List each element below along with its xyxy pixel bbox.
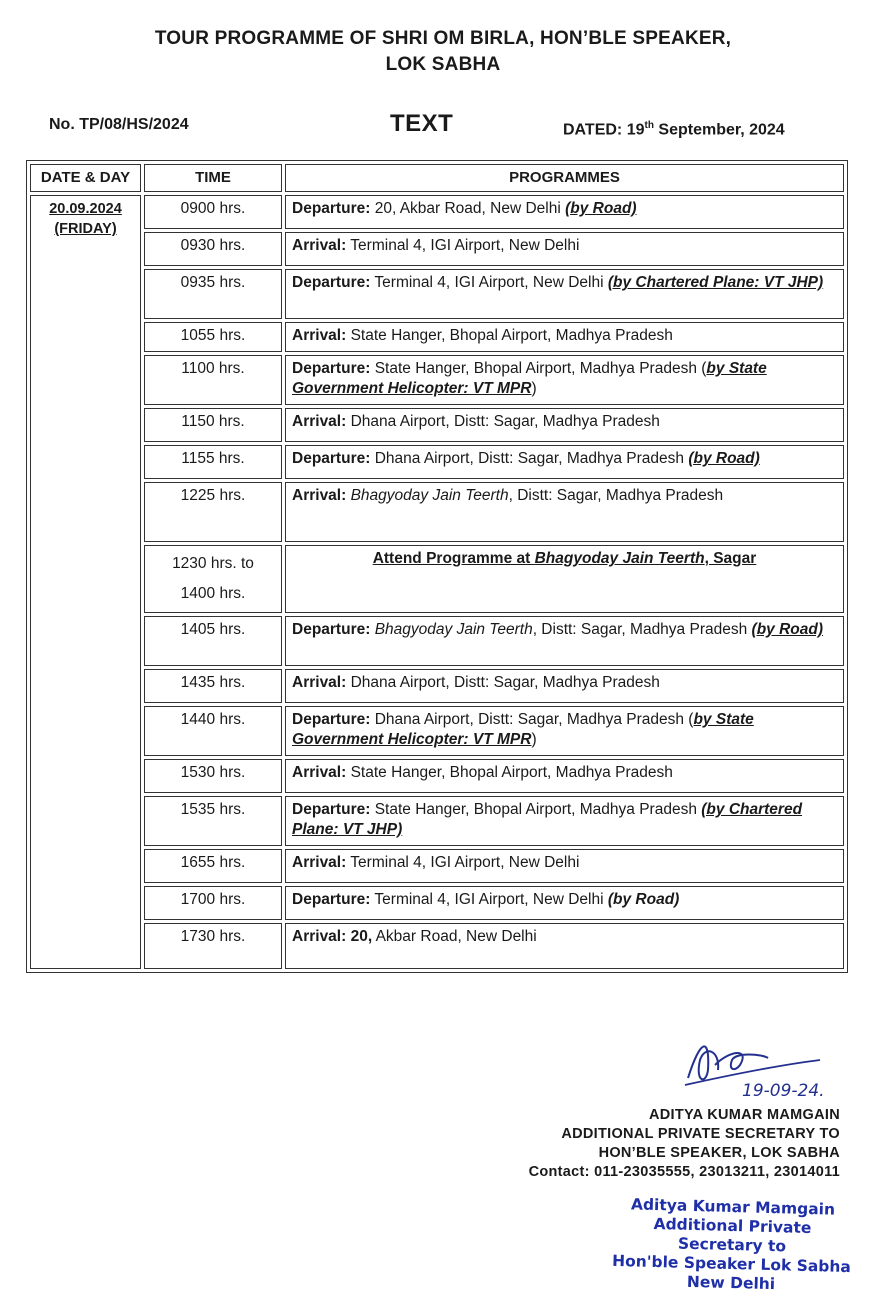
table-row [30, 849, 844, 883]
programme-cell [285, 759, 844, 793]
programme-cell [285, 195, 844, 229]
movement-label: Arrival: [292, 237, 347, 254]
movement-label: Departure: [292, 711, 371, 728]
time-cell [144, 232, 282, 266]
programme-cell [285, 669, 844, 703]
table-header-row [30, 164, 844, 192]
location-text: Dhana Airport, Distt: Sagar, Madhya Pradesh ( [370, 711, 694, 728]
programme-cell [285, 408, 844, 442]
location-text: Terminal 4, IGI Airport, New Delhi [370, 891, 608, 908]
programme-cell [285, 923, 844, 969]
programme-cell [285, 269, 844, 319]
table-row [30, 232, 844, 266]
location-text: Dhana Airport, Distt: Sagar, Madhya Pradesh [370, 450, 689, 467]
time-value: 1655 hrs. [180, 854, 246, 871]
programme-cell [285, 445, 844, 479]
title-line-1: TOUR PROGRAMME OF SHRI OM BIRLA, HON’BLE SPEAKER, [154, 28, 732, 49]
time-value: 1405 hrs. [180, 621, 246, 638]
location-text: Dhana Airport, Distt: Sagar, Madhya Pradesh [346, 413, 660, 430]
location-text: Akbar Road, New Delhi [372, 928, 537, 945]
programme-prefix: Attend Programme at [372, 550, 535, 567]
time-cell [144, 759, 282, 793]
header-time: TIME [144, 164, 282, 192]
header-programmes: PROGRAMMES [285, 164, 844, 192]
movement-label: Departure: [292, 200, 371, 217]
table-row [30, 269, 844, 319]
time-cell [144, 482, 282, 542]
date-day-cell [30, 195, 141, 969]
signatory-designation-2: HON’BLE SPEAKER, LOK SABHA [598, 1145, 840, 1161]
time-value: 1530 hrs. [180, 764, 246, 781]
location-text: State Hanger, Bhopal Airport, Madhya Pradesh [370, 801, 702, 818]
time-cell [144, 886, 282, 920]
time-cell [144, 669, 282, 703]
table-row [30, 322, 844, 352]
signature-scribble-icon [670, 1030, 850, 1100]
table-row [30, 616, 844, 666]
time-value: 0935 hrs. [180, 274, 246, 291]
movement-label: Departure: [292, 274, 371, 291]
table-row [30, 669, 844, 703]
time-cell [144, 355, 282, 405]
movement-label: Arrival: [292, 413, 347, 430]
movement-label: Departure: [292, 891, 371, 908]
time-cell [144, 849, 282, 883]
programme-cell [285, 616, 844, 666]
dated-day: 19 [626, 121, 645, 139]
date-value: 20.09.2024 [49, 201, 122, 217]
time-value: 1730 hrs. [180, 928, 246, 945]
programme-cell [285, 706, 844, 756]
movement-label: Arrival: 20, [292, 928, 373, 945]
location-text: 20, Akbar Road, New Delhi [370, 200, 566, 217]
travel-mode: (by Chartered Plane: VT JHP) [292, 801, 803, 838]
table-row [30, 886, 844, 920]
table-row [30, 923, 844, 969]
travel-mode: (by Road) [751, 621, 823, 638]
handwritten-signature [670, 1030, 850, 1100]
programme-cell [285, 796, 844, 846]
movement-label: Departure: [292, 450, 371, 467]
location-text: State Hanger, Bhopal Airport, Madhya Pradesh ( [370, 360, 707, 377]
travel-mode: by State Government Helicopter: VT MPR [292, 711, 754, 748]
location-text: Dhana Airport, Distt: Sagar, Madhya Pradesh [346, 674, 660, 691]
document-type: TEXT [390, 110, 454, 137]
time-start: 1230 hrs. to [172, 555, 254, 572]
dated-line [563, 120, 785, 139]
programme-cell [285, 849, 844, 883]
time-value: 1535 hrs. [180, 801, 246, 818]
venue-name: Bhagyoday Jain Teerth [350, 487, 509, 504]
day-value: (FRIDAY) [54, 221, 117, 237]
location-text: Terminal 4, IGI Airport, New Delhi [346, 237, 580, 254]
time-value: 0900 hrs. [180, 200, 246, 217]
travel-mode: (by Road) [688, 450, 760, 467]
time-value: 1700 hrs. [180, 891, 246, 908]
document-title [0, 26, 886, 78]
stamp-line-4: New Delhi [686, 1272, 776, 1294]
movement-label: Departure: [292, 621, 371, 638]
movement-label: Arrival: [292, 487, 347, 504]
movement-label: Arrival: [292, 764, 347, 781]
time-value: 1435 hrs. [180, 674, 246, 691]
location-text: State Hanger, Bhopal Airport, Madhya Pradesh [346, 327, 673, 344]
time-value: 1155 hrs. [181, 450, 245, 467]
programme-cell [285, 545, 844, 613]
time-value: 1100 hrs. [181, 360, 245, 377]
location-text: , Distt: Sagar, Madhya Pradesh [508, 487, 724, 504]
movement-label: Arrival: [292, 674, 347, 691]
reference-number: No. TP/08/HS/2024 [49, 116, 189, 133]
table-row [30, 796, 844, 846]
time-cell [144, 322, 282, 352]
location-text: , Distt: Sagar, Madhya Pradesh [532, 621, 752, 638]
stamp-line-3: Hon'ble Speaker Lok Sabha [611, 1251, 852, 1277]
signatory-designation-1: ADDITIONAL PRIVATE SECRETARY TO [561, 1126, 840, 1142]
time-cell [144, 408, 282, 442]
signatory-contact: Contact: 011-23035555, 23013211, 23014011 [528, 1164, 840, 1180]
table-row [30, 445, 844, 479]
closing-bracket: ) [531, 731, 537, 748]
time-value: 1440 hrs. [180, 711, 246, 728]
programme-venue: Bhagyoday Jain Teerth [534, 550, 705, 567]
dated-label: DATED: [563, 121, 623, 139]
time-cell [144, 796, 282, 846]
table-row [30, 545, 844, 613]
time-value: 1055 hrs. [180, 327, 246, 344]
signatory-block [529, 1106, 840, 1182]
table-row [30, 759, 844, 793]
time-value: 1150 hrs. [181, 413, 245, 430]
programme-cell [285, 355, 844, 405]
venue-name: Bhagyoday Jain Teerth [374, 621, 533, 638]
time-end: 1400 hrs. [180, 585, 246, 602]
table-row [30, 482, 844, 542]
time-cell [144, 616, 282, 666]
movement-label: Departure: [292, 801, 371, 818]
time-cell [144, 545, 282, 613]
travel-mode: by State Government Helicopter: VT MPR [292, 360, 767, 397]
movement-label: Arrival: [292, 327, 347, 344]
movement-label: Arrival: [292, 854, 347, 871]
header-date-day: DATE & DAY [30, 164, 141, 192]
travel-mode: (by Chartered Plane: VT JHP) [607, 274, 824, 291]
dated-rest: September, 2024 [658, 121, 785, 139]
time-value: 1225 hrs. [180, 487, 246, 504]
programme-suffix: , Sagar [704, 550, 757, 567]
travel-mode: (by Road) [607, 891, 680, 908]
stamp-line-1: Aditya Kumar Mamgain [630, 1195, 836, 1219]
programme-cell [285, 232, 844, 266]
time-cell [144, 269, 282, 319]
time-cell [144, 923, 282, 969]
tour-schedule-table [26, 160, 848, 973]
programme-cell [285, 886, 844, 920]
time-cell [144, 706, 282, 756]
official-stamp [611, 1195, 853, 1296]
location-text: Terminal 4, IGI Airport, New Delhi [370, 274, 608, 291]
location-text: Terminal 4, IGI Airport, New Delhi [346, 854, 580, 871]
title-line-2: LOK SABHA [385, 54, 501, 75]
programme-cell [285, 482, 844, 542]
time-value: 0930 hrs. [180, 237, 246, 254]
signatory-name: ADITYA KUMAR MAMGAIN [648, 1107, 840, 1123]
table-row [30, 195, 844, 229]
stamp-line-2: Additional Private Secretary to [653, 1214, 812, 1256]
programme-cell [285, 322, 844, 352]
location-text: State Hanger, Bhopal Airport, Madhya Pradesh [346, 764, 673, 781]
dated-suffix: th [644, 120, 654, 131]
table-row [30, 355, 844, 405]
closing-bracket: ) [531, 380, 537, 397]
time-cell [144, 195, 282, 229]
movement-label: Departure: [292, 360, 371, 377]
time-cell [144, 445, 282, 479]
table-row [30, 706, 844, 756]
table-row [30, 408, 844, 442]
signature-date: 19-09-24. [742, 1081, 825, 1100]
travel-mode: (by Road) [565, 200, 637, 217]
